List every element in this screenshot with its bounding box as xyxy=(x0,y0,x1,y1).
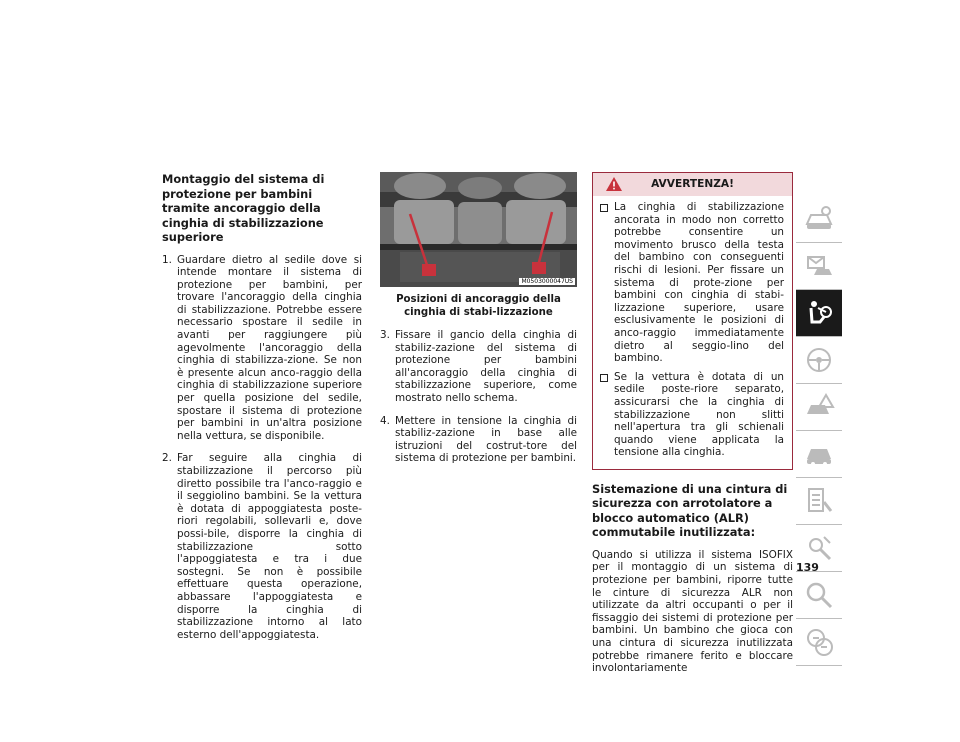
emergency-car-icon xyxy=(802,437,836,471)
search-index-icon xyxy=(802,578,836,612)
tab-emergency[interactable] xyxy=(796,431,842,478)
figure-code: M0503000047US xyxy=(521,278,573,285)
warning-item-text: La cinghia di stabilizzazione ancorata in modo non corretto potrebbe consentire un movimento brusco della testa del bambino con conseguenti rischi di lesioni. Per fissare un sistema di prote-zione per bambini con cinghia di stabi-lizzazione superiore, usare esclusivamente le posizioni di anco-raggio immediatamente dietro al seggio-lino del bambino. xyxy=(614,201,784,365)
tab-safety[interactable] xyxy=(796,290,842,337)
step-text: Fissare il gancio della cinghia di stabiliz-zazione del sistema di protezione per bambini all'ancoraggio della cinghia di stabilizzazione superiore, come mostrato nello schema. xyxy=(395,329,577,404)
vehicle-mail-icon xyxy=(802,249,836,283)
step-number: 4. xyxy=(380,414,390,427)
chapter-tab-strip xyxy=(796,196,844,666)
steering-wheel-icon xyxy=(802,343,836,377)
section-heading-tether: Montaggio del sistema di protezione per bambini tramite ancoraggio della cinghia di stabilizzazione superiore xyxy=(162,172,325,244)
anchor-marker xyxy=(532,262,546,274)
warning-header xyxy=(593,173,792,196)
step-2 xyxy=(162,452,362,641)
tab-driving[interactable] xyxy=(796,337,842,384)
tab-technical[interactable] xyxy=(796,525,842,572)
tab-languages[interactable] xyxy=(796,619,842,666)
multilingual-icon xyxy=(802,625,836,659)
tools-specs-icon xyxy=(802,531,836,565)
warning-item xyxy=(599,371,784,459)
tab-warnings[interactable] xyxy=(796,384,842,431)
figure-caption: Posizioni di ancoraggio della cinghia di stabi-lizzazione xyxy=(396,294,561,318)
column-right xyxy=(592,172,793,675)
tab-index[interactable] xyxy=(796,572,842,619)
warning-item-text: Se la vettura è dotata di un sedile poste-riore separato, assicurarsi che la cinghia di stabilizzazione non slitti nell'apertura tra gli schienali quando viene applicata la tensione alla cinghia. xyxy=(614,370,784,459)
step-text: Guardare dietro al sedile dove si intende montare il sistema di protezione per bambini, per trovare l'ancoraggio della cinghia di stabilizzazione. Potrebbe essere necessario spostare il sedile in avanti per raggiungere più agevolmente l'ancoraggio della cinghia di stabilizza-zione. Se non è presente alcun anco-raggio della cinghia di stabilizzazione superiore per quella posizione del sedile, spostare il sistema di protezione per bambini in un'altra posizione nella vettura, se disponibile. xyxy=(177,253,362,442)
step-4 xyxy=(380,415,577,465)
warning-body xyxy=(593,196,792,469)
step-3 xyxy=(380,329,577,405)
warning-box xyxy=(592,172,793,470)
tab-vehicle-info[interactable] xyxy=(796,243,842,290)
car-warning-icon xyxy=(802,390,836,424)
section-heading-alr: Sistemazione di una cintura di sicurezza con arrotolatore a blocco automatico (ALR) commutabile inutilizzata: xyxy=(592,481,788,540)
column-left xyxy=(162,172,362,651)
warning-title: AVVERTENZA! xyxy=(651,178,734,190)
step-text: Far seguire alla cinghia di stabilizzazione il percorso più diretto possibile tra l'anco-raggio e il seggiolino bambini. Se la vettura è dotata di appoggiatesta poste-riori regolabili, sollevarli e, dove possi-bile, disporre la cinghia di stabilizzazione sotto l'appoggiatesta e tra i due sostegni. Se non è possibile effettuare questa operazione, abbassare l'appoggiatesta e disporre la cinghia di stabilizzazione intorno al lato esterno dell'appoggiatesta. xyxy=(177,452,362,641)
rear-seat-illustration xyxy=(380,172,577,287)
car-dashboard-icon xyxy=(802,202,836,236)
warning-item xyxy=(599,201,784,365)
tether-anchor-figure xyxy=(380,172,577,287)
column-middle xyxy=(380,172,577,475)
step-1 xyxy=(162,254,362,443)
tab-maintenance[interactable] xyxy=(796,478,842,525)
checkbox-bullet-icon xyxy=(600,204,608,212)
body-paragraph: Quando si utilizza il sistema ISOFIX per il montaggio di un sistema di protezione per bambini, riporre tutte le cinture di sicurezza ALR non utilizzate da altri occupanti o per il fissaggio dei sistemi di protezione per bambini. Un bambino che gioca con una cintura di sicurezza inutilizzata potrebbe rimanere ferito e bloccare involontariamente xyxy=(592,548,793,675)
maintenance-checklist-icon xyxy=(802,484,836,518)
warning-triangle-icon xyxy=(605,176,623,192)
checkbox-bullet-icon xyxy=(600,374,608,382)
step-number: 2. xyxy=(162,452,172,465)
step-number: 1. xyxy=(162,253,172,266)
anchor-marker xyxy=(422,264,436,276)
page-number: 139 xyxy=(796,561,819,574)
step-text: Mettere in tensione la cinghia di stabiliz-zazione in base alle istruzioni del costrut-tore del sistema di protezione per bambini. xyxy=(395,414,577,465)
step-number: 3. xyxy=(380,329,390,341)
seat-airbag-safety-icon xyxy=(802,296,836,330)
tab-dashboard[interactable] xyxy=(796,196,842,243)
